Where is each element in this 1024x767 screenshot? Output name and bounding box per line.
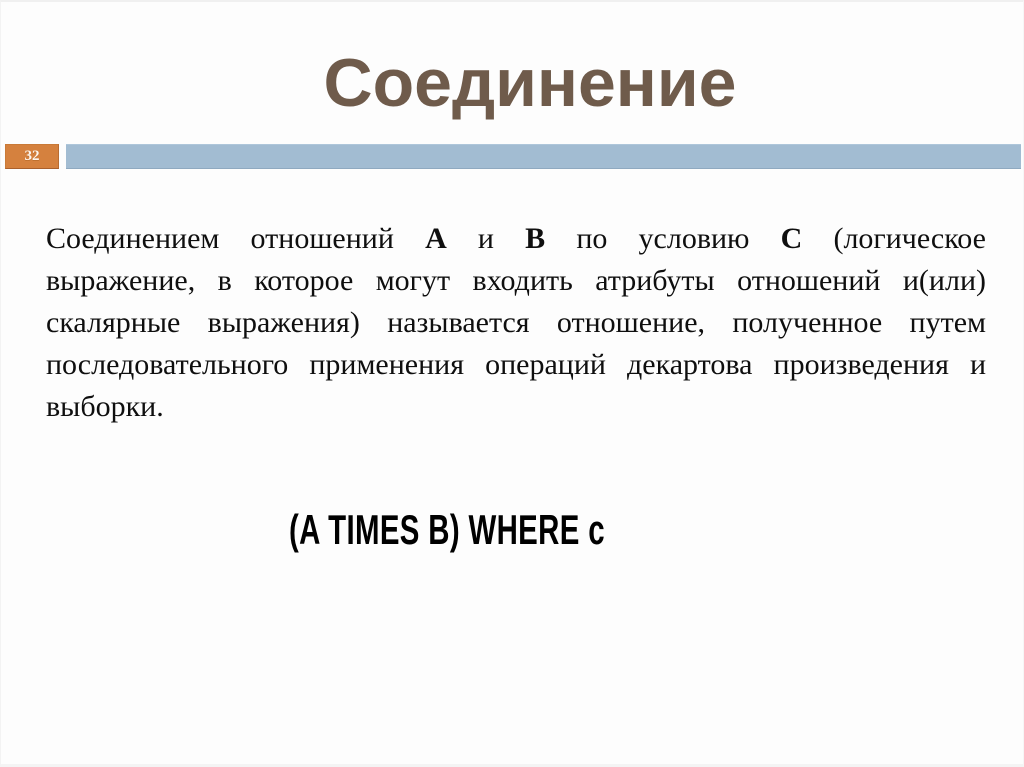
page-number: 32 bbox=[24, 148, 40, 164]
paragraph-segment: по условию bbox=[545, 222, 781, 255]
paragraph-segment: (логическое выражение, в которое могут входить атрибуты отношений и(или) скалярные выражения) называется отношение, полученное путем последовательного применения операций декартова произведения и выборки. bbox=[46, 222, 986, 423]
slide-title: Соединение bbox=[323, 45, 737, 121]
paragraph-segment: Соединением отношений bbox=[46, 222, 426, 255]
relation-b: B bbox=[525, 222, 546, 255]
accent-bar bbox=[66, 144, 1021, 169]
paragraph-segment: и bbox=[446, 222, 526, 255]
relation-a: A bbox=[425, 222, 447, 255]
condition-c: C bbox=[780, 222, 803, 255]
page-number-badge bbox=[5, 144, 59, 169]
formula-text: (A TIMES B) WHERE c bbox=[289, 506, 605, 553]
body-paragraph bbox=[46, 218, 986, 428]
